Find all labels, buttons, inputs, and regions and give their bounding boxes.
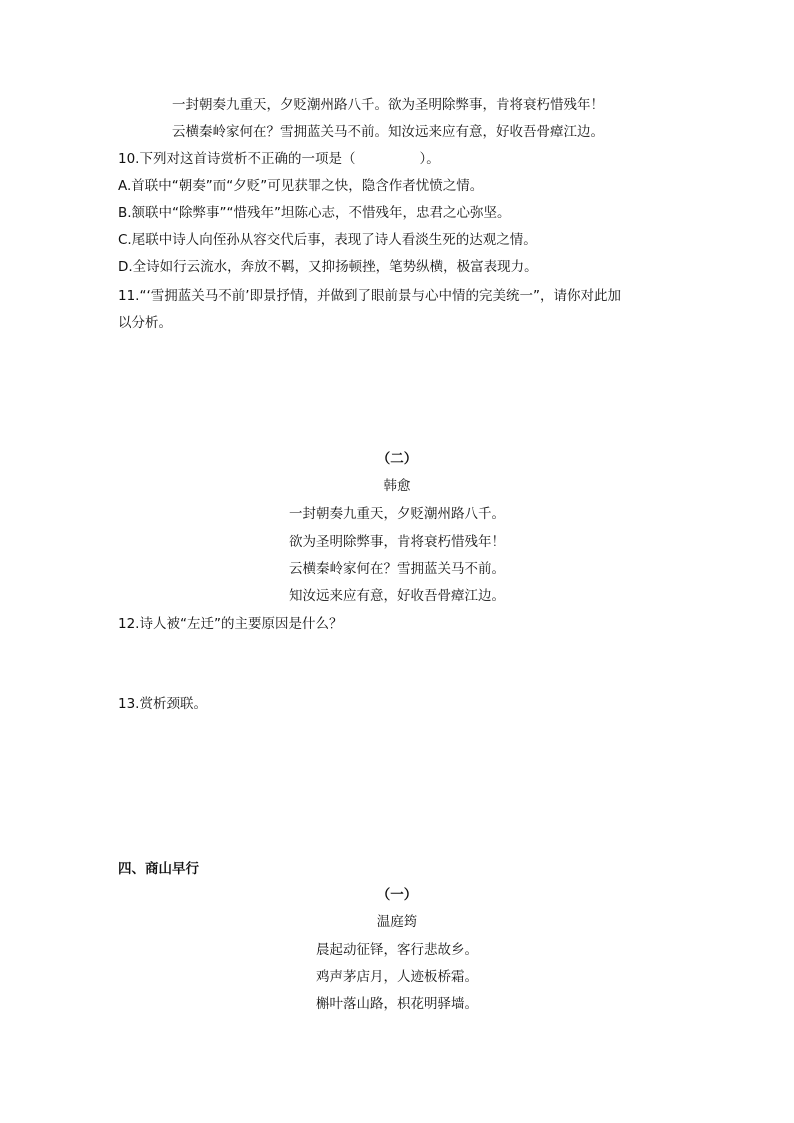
part-2-poem-line-4: 知汝远来应有意，好收吾骨瘴江边。 xyxy=(289,588,505,604)
section-4-poem-line-3: 槲叶落山路，枳花明驿墙。 xyxy=(316,996,478,1012)
question-11-line-2: 以分析。 xyxy=(118,315,172,331)
poem-line-2: 云横秦岭家何在？雪拥蓝关马不前。知汝远来应有意，好收吾骨瘴江边。 xyxy=(172,124,604,140)
question-10-stem xyxy=(118,149,440,169)
part-2-poem-line-2: 欲为圣明除弊事，肯将衰朽惜残年！ xyxy=(289,534,505,550)
section-4-poem-line-1: 晨起动征铎，客行悲故乡。 xyxy=(316,942,478,958)
section-4-author: 温庭筠 xyxy=(376,914,418,930)
question-11-line-1: 11.“‘雪拥蓝关马不前’即景抒情，并做到了眼前景与心中情的完美统一”，请你对此加 xyxy=(118,288,622,304)
option-b: B.颔联中“除弊事”“惜残年”坦陈心志，不惜残年，忠君之心弥坚。 xyxy=(118,205,511,221)
option-a: A.首联中“朝奏”而“夕贬”可见获罪之快，隐含作者忧愤之情。 xyxy=(118,178,484,194)
question-12: 12.诗人被“左迁”的主要原因是什么？ xyxy=(118,616,343,632)
poem-line-1: 一封朝奏九重天，夕贬潮州路八千。欲为圣明除弊事，肯将衰朽惜残年！ xyxy=(172,97,604,113)
question-13: 13.赏析颈联。 xyxy=(118,696,207,712)
question-10-stem-start: 10.下列对这首诗赏析不正确的一项是（ xyxy=(118,151,356,167)
part-2-poem-line-1: 一封朝奏九重天，夕贬潮州路八千。 xyxy=(289,506,505,522)
option-d: D.全诗如行云流水，奔放不羁，又抑扬顿挫，笔势纵横，极富表现力。 xyxy=(118,259,538,275)
option-c: C.尾联中诗人向侄孙从容交代后事，表现了诗人看淡生死的达观之情。 xyxy=(118,232,537,248)
section-4-title: 四、商山早行 xyxy=(118,861,199,877)
section-4-heading: （一） xyxy=(376,887,418,903)
part-2-author: 韩愈 xyxy=(383,478,411,494)
section-4-poem-line-2: 鸡声茅店月，人迹板桥霜。 xyxy=(316,969,478,985)
part-2-heading: （二） xyxy=(376,451,418,467)
part-2-poem-line-3: 云横秦岭家何在？雪拥蓝关马不前。 xyxy=(289,561,505,577)
question-10-stem-end: ）。 xyxy=(419,151,440,167)
